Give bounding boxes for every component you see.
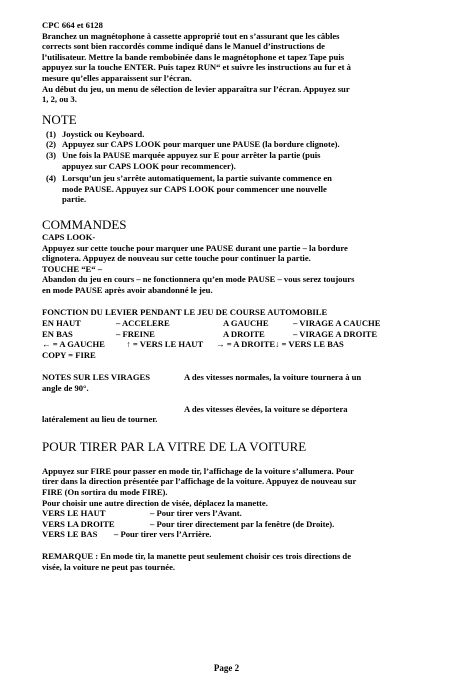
- intro-line: corrects sont bien raccordés comme indiqué dans le Manuel d’instructions de: [42, 41, 325, 52]
- document-page: [42, 20, 417, 572]
- note-heading: NOTE: [42, 111, 77, 127]
- note-text: [62, 150, 417, 171]
- tirer-line: Pour choisir une autre direction de visée, déplacez la manette.: [42, 497, 268, 508]
- commandes-line: Appuyez sur cette touche pour marquer une PAUSE durant une partie – la bordure: [42, 242, 348, 253]
- virages-row: [42, 404, 417, 415]
- note-text-line: appuyez sur CAPS LOOK pour recommencer).: [62, 160, 236, 171]
- direction-label: VERS LA DROITE: [42, 518, 115, 529]
- note-text-line: partie.: [62, 194, 87, 205]
- arrows-line: ← = A GAUCHE ↑ = VERS LE HAUT → = A DROITE↓ = VERS LE BAS: [42, 339, 344, 350]
- fonction-cell: – FREINE: [116, 328, 155, 339]
- remarque-line: REMARQUE : En mode tir, la manette peut seulement choisir ces trois directions de: [42, 550, 352, 561]
- fonction-cell: A DROITE: [223, 328, 265, 339]
- commandes-line: en mode PAUSE après avoir abandonné le jeu.: [42, 284, 213, 295]
- virages-line: angle de 90°.: [42, 383, 89, 394]
- note-text-line: mode PAUSE. Appuyez sur CAPS LOOK pour commencer une nouvelle: [62, 183, 327, 194]
- intro-line: appuyez sur la touche ENTER. Puis tapez RUN“ et suivre les instructions au fur et à: [42, 62, 351, 73]
- fonction-cell: EN BAS: [42, 328, 73, 339]
- virages-spacer: [42, 404, 184, 415]
- tirer-line: tirer dans la direction présentée par l’affichage de la voiture. Appuyez de nouveau sur: [42, 476, 357, 487]
- note-item: [42, 150, 417, 171]
- note-number: (4): [46, 173, 57, 184]
- intro-line: mesure qu’elles apparaissent sur l’écran.: [42, 72, 192, 83]
- note-text-line: Joystick ou Keyboard.: [62, 128, 145, 139]
- virages-text: A des vitesses normales, la voiture tournera à un: [184, 372, 362, 383]
- page-number: Page 2: [213, 663, 240, 673]
- virages-row: [42, 372, 417, 383]
- fonction-row: [42, 318, 417, 329]
- fonction-cell: – VIRAGE A CAUCHE: [293, 318, 381, 329]
- tirer-line: Appuyez sur FIRE pour passer en mode tir, l’affichage de la voiture s’allumera. Pour: [42, 465, 354, 476]
- direction-row: [42, 508, 417, 519]
- note-text-line: Une fois la PAUSE marquée appuyez sur E pour arrêter la partie (puis: [62, 149, 321, 160]
- fonction-row: [42, 329, 417, 340]
- direction-text: – Pour tirer vers l’Arrière.: [114, 529, 212, 540]
- note-item: [42, 139, 417, 150]
- intro-line: 1, 2, ou 3.: [42, 94, 77, 105]
- virages-line: latéralement au lieu de tourner.: [42, 414, 158, 425]
- note-item: [42, 129, 417, 140]
- direction-text: – Pour tirer directement par la fenêtre (de Droite).: [150, 518, 335, 529]
- note-list: [42, 129, 417, 205]
- note-text-line: Lorsqu’un jeu s’arrête automatiquement, la partie suivante commence en: [62, 173, 332, 184]
- remarque-line: visée, la voiture ne peut pas tournée.: [42, 561, 176, 572]
- commandes-line: CAPS LOOK-: [42, 231, 96, 242]
- direction-label: VERS LE HAUT: [42, 508, 106, 519]
- tirer-line: FIRE (On sortira du mode FIRE).: [42, 487, 168, 497]
- commandes-heading: COMMANDES: [42, 216, 127, 232]
- intro-line: Branchez un magnétophone à cassette approprié tout en s’assurant que les câbles: [42, 30, 340, 41]
- commandes-line: clignotera. Appuyez de nouveau sur cette touche pour continuer la partie.: [42, 253, 311, 264]
- copy-line: COPY = FIRE: [42, 349, 96, 360]
- intro-title: CPC 664 et 6128: [42, 20, 103, 30]
- fonction-cell: EN HAUT: [42, 318, 81, 329]
- tirer-section: [42, 466, 417, 540]
- direction-text: – Pour tirer vers l’Avant.: [150, 508, 242, 519]
- note-number: (3): [46, 149, 57, 160]
- direction-row: [42, 529, 417, 540]
- note-number: (1): [46, 128, 57, 139]
- virages-label: NOTES SUR LES VIRAGES: [42, 372, 151, 383]
- fonction-cell: – VIRAGE A DROITE: [293, 328, 378, 339]
- direction-label: VERS LE BAS: [42, 529, 98, 540]
- note-text: [62, 129, 417, 140]
- commandes-line: TOUCHE “E“ –: [42, 263, 103, 274]
- note-text-line: Appuyez sur CAPS LOOK pour marquer une PAUSE (la bordure clignote).: [62, 139, 340, 150]
- commandes-section: [42, 232, 417, 296]
- remarque-section: [42, 551, 417, 572]
- direction-row: [42, 519, 417, 530]
- fonction-cell: A GAUCHE: [223, 318, 269, 329]
- tirer-heading: POUR TIRER PAR LA VITRE DE LA VOITURE: [42, 438, 307, 454]
- intro-line: Au début du jeu, un menu de sélection de levier apparaîtra sur l’écran. Appuyez sur: [42, 83, 350, 94]
- note-item: [42, 173, 417, 205]
- intro-line: l’utilisateur. Mettre la bande rembobinée dans le magnétophone et tapez Tape puis: [42, 51, 345, 62]
- note-number: (2): [46, 139, 57, 150]
- fonction-heading: FONCTION DU LEVIER PENDANT LE JEU DE COURSE AUTOMOBILE: [42, 307, 328, 318]
- intro-section: [42, 20, 417, 105]
- commandes-line: Abandon du jeu en cours – ne fonctionnera qu’en mode PAUSE – vous serez toujours: [42, 274, 355, 285]
- fonction-cell: – ACCELERE: [116, 318, 170, 329]
- note-text: [62, 139, 417, 150]
- note-text: [62, 173, 417, 205]
- virages-text: A des vitesses élevées, la voiture se déportera: [184, 403, 348, 414]
